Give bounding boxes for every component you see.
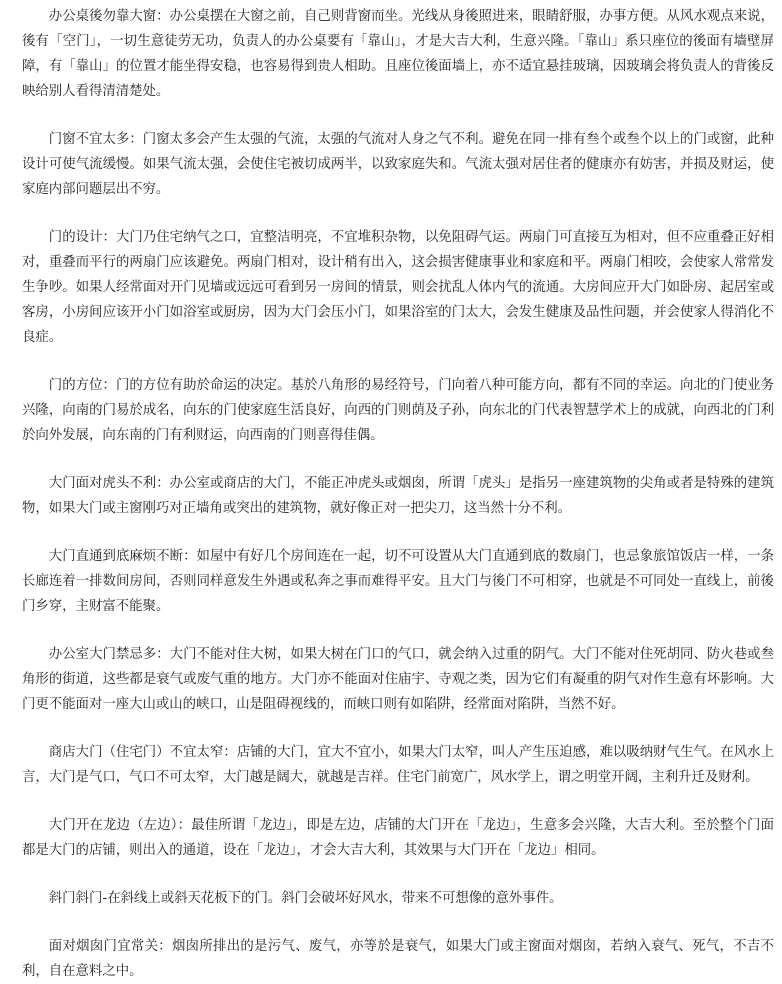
- paragraph-tiger-head: 大门面对虎头不利：办公室或商店的大门，不能正冲虎头或烟囱，所谓「虎头」是指另一座建筑物的尖角或者是特殊的建筑物，如果大门或主窗刚巧对正墙角或突出的建筑物，就好像正对一把尖刀，这当然十分不利。: [22, 476, 774, 516]
- paragraph-slanted-door: 斜门斜门-在斜线上或斜天花板下的门。斜门会破坏好风水，带来不可想像的意外事件。: [48, 891, 563, 906]
- paragraph-door-design: 门的设计：大门乃住宅纳气之口，宜整洁明亮，不宜堆积杂物，以免阻碍气运。两扇门可直接互为相对，但不应重叠正好相对，重叠而平行的两扇门应该避免。两扇门相对，设计稍有出入，这会损害健康事业和家庭和平。两扇门相咬，会使家人常常发生争吵。如果人经常面对开门见墙或远远可看到另一房间的情景，则会扰乱人体内气的流通。大房间应开大门如卧房、起居室或客房，小房间应该开小门如浴室或厨房，因为大门会压小门，如果浴室的门太大，会发生健康及品性问题，并会使家人得消化不良症。: [22, 230, 774, 345]
- paragraph-door-direction: 门的方位：门的方位有助於命运的决定。基於八角形的易经符号，门向着八种可能方向，都有不同的幸运。向北的门使业务兴隆，向南的门易於成名，向东的门使家庭生活良好，向西的门则荫及子孙，向东北的门代表智慧学术上的成就，向西北的门利於向外发展，向东南的门有利财运，向西南的门则喜得佳偶。: [22, 378, 774, 443]
- paragraph-desk-window: 办公桌後勿靠大窗：办公桌摆在大窗之前，自己则背窗而坐。光线从身後照进来，眼睛舒服，办事方便。从风水观点来说，後有「空门」，一切生意徒劳无功，负责人的办公桌要有「靠山」，才是大吉大利，生意兴隆。「靠山」系只座位的後面有墙壁屏障，有「靠山」的位置才能坐得安稳，也容易得到贵人相助。且座位後面墙上，亦不适宜悬挂玻璃，因玻璃会将负责人的背後反映给别人看得清清楚处。: [22, 9, 774, 99]
- paragraph-chimney: 面对烟囱门宜常关：烟囱所排出的是污气、废气，亦等於是衰气，如果大门或主窗面对烟囱，若纳入衰气、死气，不吉不利，自在意料之中。: [22, 939, 774, 979]
- paragraph-dragon-side: 大门开在龙边（左边）：最佳所谓「龙边」，即是左边，店铺的大门开在「龙边」，生意多会兴隆，大吉大利。至於整个门面都是大门的店铺，则出入的通道，设在「龙边」，才会大吉大利，其效果与大门开在「龙边」相同。: [22, 818, 774, 858]
- paragraph-doors-windows: 门窗不宜太多：门窗太多会产生太强的气流，太强的气流对人身之气不利。避免在同一排有叁个或叁个以上的门或窗，此种设计可使气流缓慢。如果气流太强，会使住宅被切成两半，以致家庭失和。气流太强对居住者的健康亦有妨害，并损及财运，使家庭内部问题层出不穷。: [22, 132, 774, 197]
- paragraph-office-door-taboos: 办公室大门禁忌多：大门不能对住大树，如果大树在门口的气口，就会纳入过重的阴气。大门不能对住死胡同、防火巷或叁角形的街道，这些都是衰气或废气重的地方。大门亦不能面对住庙宇、寺观之类，因为它们有凝重的阴气对作生意有坏影响。大门更不能面对一座大山或山的峡口，山是阻碍视线的，而峡口则有如陷阱，经常面对陷阱，当然不好。: [22, 647, 774, 712]
- paragraph-straight-through: 大门直通到底麻烦不断：如屋中有好几个房间连在一起，切不可设置从大门直通到底的数扇门，也忌象旅馆饭店一样，一条长廊连着一排数间房间，否则同样意发生外遇或私奔之事而难得平安。且大门与後门不可相穿，也就是不可同处一直线上，前後门乡穿，主财富不能聚。: [22, 549, 774, 614]
- paragraph-shop-door-width: 商店大门（住宅门）不宜太窄：店铺的大门，宜大不宜小，如果大门太窄，叫人产生压迫感，难以吸纳财气生气。在风水上言，大门是气口，气口不可太窄，大门越是阔大，就越是吉祥。住宅门前宽广，风水学上，谓之明堂开阔，主利升迁及财利。: [22, 745, 774, 785]
